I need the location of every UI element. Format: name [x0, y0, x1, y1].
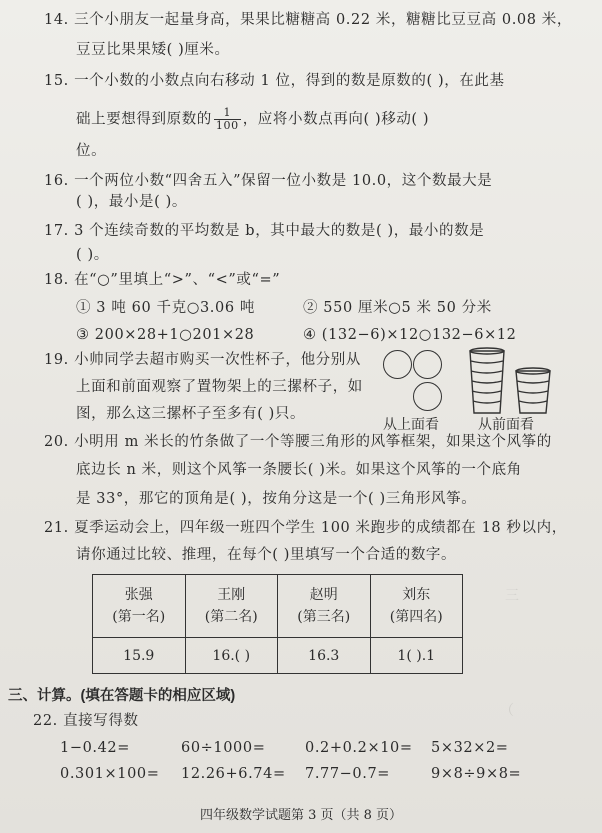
- time-cell: 15.9: [93, 638, 186, 674]
- q17-line-1: 17. 3 个连续奇数的平均数是 b，其中最大的数是( )，最小的数是: [44, 223, 485, 239]
- q14-line-2: 豆豆比果果矮( )厘米。: [76, 42, 230, 58]
- table-header-cell: [370, 575, 463, 638]
- q22-item: 60÷1000=: [181, 740, 266, 756]
- q16-line-2: ( )，最小是( )。: [76, 194, 187, 210]
- q18-item-2: ② 550 厘米○5 米 50 分米: [303, 300, 492, 316]
- q14-line-1: 14. 三个小朋友一起量身高，果果比糖糖高 0.22 米，糖糖比豆豆高 0.08 米，: [44, 12, 572, 28]
- q22-item: 1−0.42=: [60, 740, 131, 756]
- table-header-cell: [93, 575, 186, 638]
- q18-line-1: 18. 在“○”里填上“>”、“<”或“=”: [44, 272, 281, 288]
- cup-top-view-circle: [383, 350, 412, 379]
- cup-front-view: [466, 343, 556, 415]
- q18-item-3: ③ 200×28+1○201×28: [76, 327, 255, 343]
- q18-item-4: ④ (132−6)×12○132−6×12: [303, 327, 517, 343]
- table-header-cell: [185, 575, 278, 638]
- table-row: [93, 638, 463, 674]
- time-cell: 16.( ): [185, 638, 278, 674]
- q22-item: 0.2+0.2×10=: [305, 740, 413, 756]
- student-name: 王刚: [217, 587, 246, 603]
- q22-item: 5×32×2=: [431, 740, 509, 756]
- q15-line-3: 位。: [76, 143, 107, 159]
- table-header-cell: [278, 575, 371, 638]
- q19-line-3: 图，那么这三摞杯子至多有( )只。: [76, 406, 306, 422]
- q19-line-1: 19. 小帅同学去超市购买一次性杯子，他分别从: [44, 352, 361, 368]
- caption-front-view: 从前面看: [478, 417, 534, 433]
- fraction-numerator: 1: [214, 107, 241, 120]
- student-rank: (第一名): [112, 609, 166, 625]
- time-cell: 1( ).1: [370, 638, 463, 674]
- student-rank: (第四名): [389, 609, 443, 625]
- student-name: 刘东: [402, 587, 431, 603]
- bleed-through-mark: （: [500, 703, 514, 719]
- student-rank: (第二名): [204, 609, 258, 625]
- q15-line-2a: 础上要想得到原数的: [76, 111, 212, 128]
- q20-line-3: 是 33°，那它的顶角是( )，按角分这是一个( )三角形风筝。: [76, 491, 477, 507]
- q22-item: 0.301×100=: [60, 766, 160, 782]
- table-header-row: [93, 575, 463, 638]
- student-name: 赵明: [309, 587, 338, 603]
- caption-top-view: 从上面看: [383, 417, 439, 433]
- q19-line-2: 上面和前面观察了置物架上的三摞杯子，如: [76, 379, 363, 395]
- time-cell: 16.3: [278, 638, 371, 674]
- bleed-through-mark: 三: [505, 588, 519, 604]
- q20-line-1: 20. 小明用 m 米长的竹条做了一个等腰三角形的风筝框架，如果这个风筝的: [44, 434, 552, 450]
- q16-line-1: 16. 一个两位小数“四舍五入”保留一位小数是 10.0，这个数最大是: [44, 173, 493, 189]
- q21-line-2: 请你通过比较、推理，在每个( )里填写一个合适的数字。: [76, 547, 457, 563]
- q22-item: 9×8÷9×8=: [431, 766, 522, 782]
- cup-top-view-circle: [413, 350, 442, 379]
- student-name: 张强: [124, 587, 153, 603]
- q17-line-2: ( )。: [76, 247, 109, 263]
- q18-item-1: ① 3 吨 60 千克○3.06 吨: [76, 300, 255, 316]
- q15-line-2b: ，应将小数点再向( )移动( ): [242, 111, 430, 128]
- q20-line-2: 底边长 n 米，则这个风筝一条腰长( )米。如果这个风筝的一个底角: [76, 462, 522, 478]
- q21-line-1: 21. 夏季运动会上，四年级一班四个学生 100 米跑步的成绩都在 18 秒以内，: [44, 520, 567, 536]
- q15-line-1: 15. 一个小数的小数点向右移动 1 位，得到的数是原数的( )，在此基: [44, 73, 505, 89]
- q15-line-2: [76, 107, 429, 132]
- ranking-table: [92, 574, 463, 674]
- fraction-one-hundredth: [214, 107, 241, 132]
- q22-item: 7.77−0.7=: [305, 766, 391, 782]
- student-rank: (第三名): [297, 609, 351, 625]
- q22-title: 22. 直接写得数: [33, 713, 139, 729]
- section-heading: 三、计算。(填在答题卡的相应区域): [8, 688, 236, 704]
- page-footer: 四年级数学试题第 3 页（共 8 页）: [199, 808, 403, 823]
- q22-item: 12.26+6.74=: [181, 766, 286, 782]
- cup-top-view-circle: [413, 382, 442, 411]
- fraction-denominator: 100: [215, 119, 239, 132]
